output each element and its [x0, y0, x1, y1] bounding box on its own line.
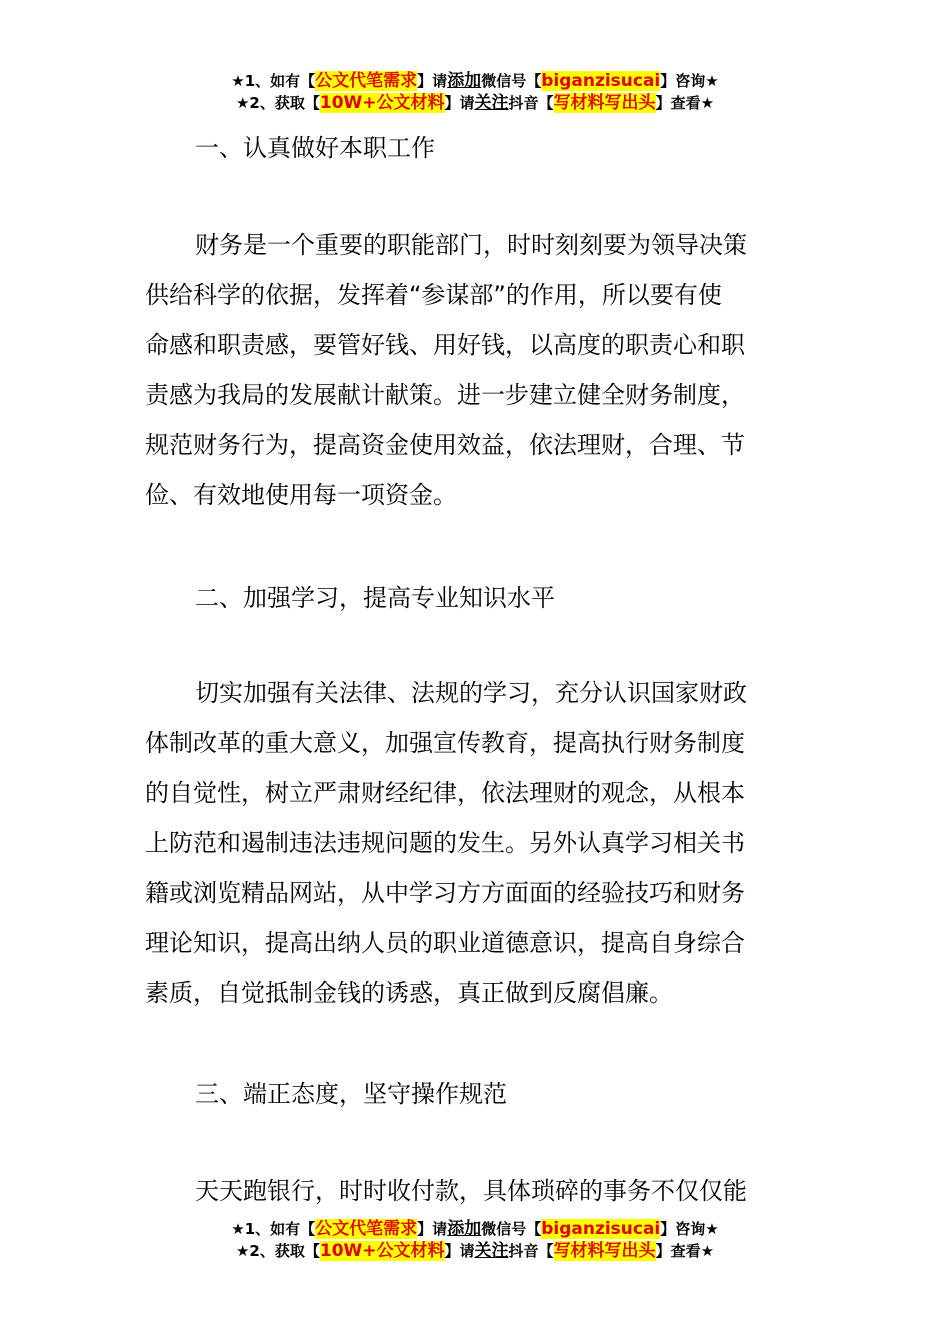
paragraph-line: 财务是一个重要的职能部门，时时刻刻要为领导决策	[195, 231, 747, 259]
banner-underline-text: 关注	[474, 93, 509, 113]
banner-underline-text: 关注	[474, 1241, 509, 1261]
banner-highlight: 写材料写出头	[553, 1241, 656, 1261]
banner-text: 】咨询★	[660, 1220, 719, 1238]
paragraph-line: 切实加强有关法律、法规的学习，充分认识国家财政	[195, 679, 747, 707]
banner-highlight: biganzisucai	[541, 1219, 661, 1239]
banner-line-2	[0, 1240, 950, 1262]
banner-underline-text: 添加	[447, 1219, 482, 1239]
banner-highlight: 10W+公文材料	[319, 1241, 445, 1261]
paragraph-line: 素质，自觉抵制金钱的诱惑，真正做到反腐倡廉。	[145, 979, 673, 1007]
banner-text: 微信号【	[481, 1220, 542, 1238]
paragraph-line: 籍或浏览精品网站，从中学习方方面面的经验技巧和财务	[145, 879, 745, 907]
paragraph-line: 上防范和遏制违法违规问题的发生。另外认真学习相关书	[145, 829, 745, 857]
paragraph-line: 规范财务行为，提高资金使用效益，依法理财，合理、节	[145, 431, 745, 459]
footer-banner	[0, 1218, 950, 1262]
banner-line-1	[0, 70, 950, 92]
section-heading-3: 三、端正态度，坚守操作规范	[195, 1080, 507, 1108]
paragraph-line: 供给科学的依据，发挥着“参谋部”的作用，所以要有使	[145, 281, 722, 309]
banner-text: ★2、获取【	[235, 94, 320, 112]
banner-text: 】请	[444, 1242, 475, 1260]
banner-highlight: 写材料写出头	[553, 93, 656, 113]
paragraph-2	[145, 668, 810, 1018]
paragraph-line: 命感和职责感，要管好钱、用好钱，以高度的职责心和职	[145, 331, 745, 359]
paragraph-line: 理论知识，提高出纳人员的职业道德意识，提高自身综合	[145, 929, 745, 957]
banner-line-2	[0, 92, 950, 114]
paragraph-1	[145, 220, 810, 520]
banner-text: ★2、获取【	[235, 1242, 320, 1260]
banner-text: 】查看★	[655, 94, 715, 112]
banner-highlight: 公文代笔需求	[315, 71, 418, 91]
section-heading-1: 一、认真做好本职工作	[195, 134, 435, 162]
banner-text: ★1、如有【	[231, 1220, 316, 1238]
banner-text: 】请	[417, 1220, 448, 1238]
banner-text: 】咨询★	[660, 72, 719, 90]
paragraph-line: 责感为我局的发展献计献策。进一步建立健全财务制度，	[145, 381, 745, 409]
paragraph-line: 的自觉性，树立严肃财经纪律，依法理财的观念，从根本	[145, 779, 745, 807]
banner-underline-text: 添加	[447, 71, 482, 91]
banner-highlight: 公文代笔需求	[315, 1219, 418, 1239]
banner-text: ★1、如有【	[231, 72, 316, 90]
banner-highlight: 10W+公文材料	[319, 93, 445, 113]
banner-text: 】查看★	[655, 1242, 715, 1260]
paragraph-line: 天天跑银行，时时收付款，具体琐碎的事务不仅仅能	[195, 1177, 747, 1205]
banner-text: 微信号【	[481, 72, 542, 90]
paragraph-3	[145, 1166, 810, 1216]
banner-text: 抖音【	[508, 1242, 554, 1260]
banner-text: 】请	[417, 72, 448, 90]
banner-text: 抖音【	[508, 94, 554, 112]
section-heading-2: 二、加强学习，提高专业知识水平	[195, 584, 555, 612]
banner-line-1	[0, 1218, 950, 1240]
banner-highlight: biganzisucai	[541, 71, 661, 91]
banner-text: 】请	[444, 94, 475, 112]
paragraph-line: 体制改革的重大意义，加强宣传教育，提高执行财务制度	[145, 729, 745, 757]
paragraph-line: 俭、有效地使用每一项资金。	[145, 481, 457, 509]
header-banner	[0, 70, 950, 114]
